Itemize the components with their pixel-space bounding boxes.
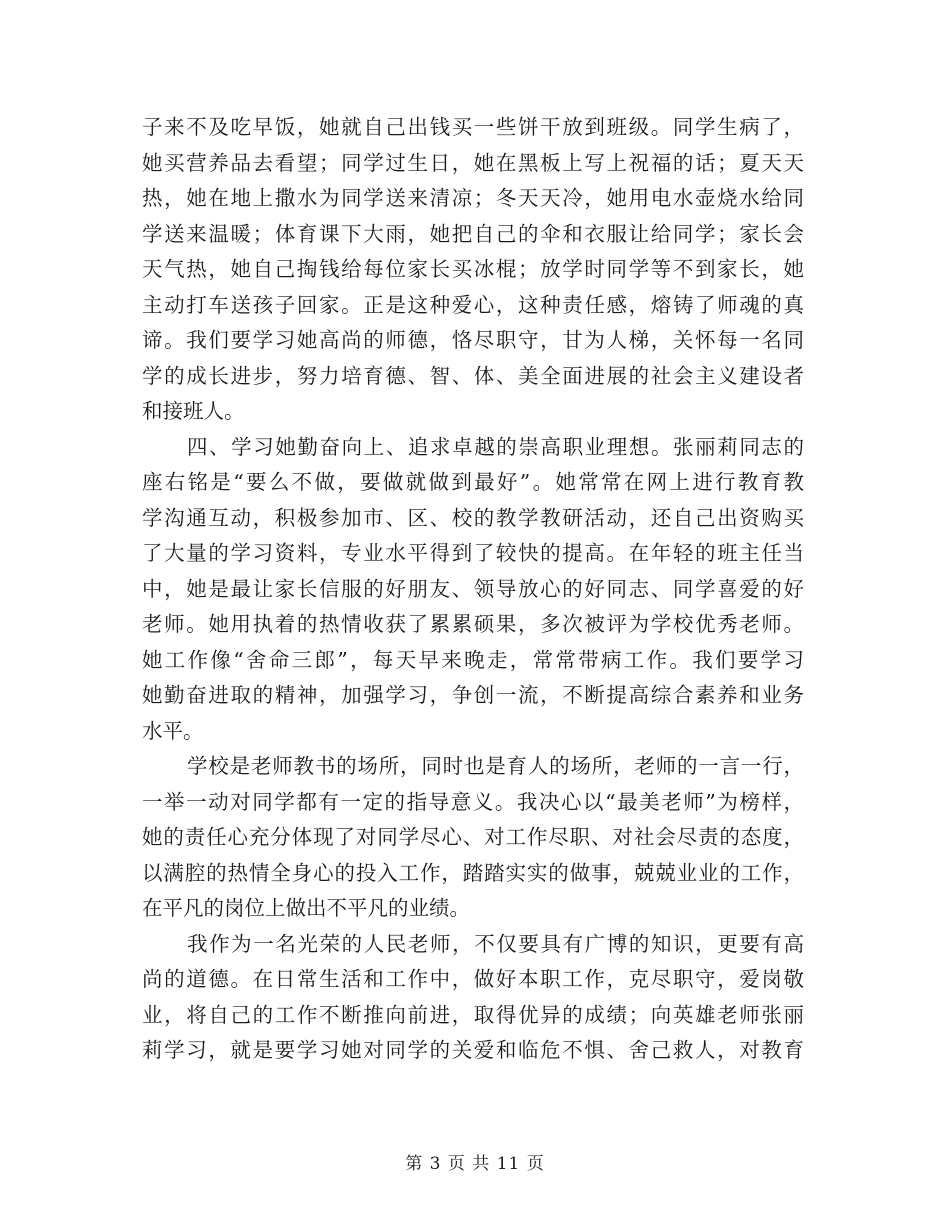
text-line: 她买营养品去看望；同学过生日，她在黑板上写上祝福的话；夏天天	[142, 150, 804, 175]
text-line: 四、学习她勤奋向上、追求卓越的崇高职业理想。张丽莉同志的	[187, 434, 804, 459]
text-line: 她工作像“舍命三郎”，每天早来晚走，常常带病工作。我们要学习	[142, 647, 804, 672]
text-line: 老师。她用执着的热情收获了累累硕果，多次被评为学校优秀老师。	[142, 612, 804, 636]
text-line: 学的成长进步，努力培育德、智、体、美全面进展的社会主义建设者	[142, 363, 804, 388]
text-line: 中，她是最让家长信服的好朋友、领导放心的好同志、同学喜爱的好	[142, 576, 804, 601]
text-line: 以满腔的热情全身心的投入工作，踏踏实实的做事，兢兢业业的工作，	[142, 860, 804, 885]
text-line: 我作为一名光荣的人民老师，不仅要具有广博的知识，更要有高	[187, 931, 804, 956]
text-line: 主动打车送孩子回家。正是这种爱心，这种责任感，熔铸了师魂的真	[142, 292, 804, 317]
text-line: 业，将自己的工作不断推向前进，取得优异的成绩；向英雄老师张丽	[142, 1002, 804, 1027]
paragraph-3	[142, 749, 804, 927]
text-line: 她勤奋进取的精神，加强学习，争创一流，不断提高综合素养和业务	[142, 683, 804, 707]
paragraph-4	[142, 927, 804, 1069]
text-line: 谛。我们要学习她高尚的师德，恪尽职守，甘为人梯，关怀每一名同	[142, 328, 804, 352]
text-line: 热，她在地上撒水为同学送来清凉；冬天天冷，她用电水壶烧水给同	[142, 186, 804, 210]
text-line: 在平凡的岗位上做出不平凡的业绩。	[142, 896, 470, 920]
paragraph-2	[142, 430, 804, 750]
text-line: 和接班人。	[142, 399, 245, 423]
text-line: 莉学习，就是要学习她对同学的关爱和临危不惧、舍己救人，对教育	[142, 1038, 804, 1062]
text-line: 一举一动对同学都有一定的指导意义。我决心以“最美老师”为榜样，	[142, 789, 804, 814]
text-line: 学沟通互动，积极参加市、区、校的教学教研活动，还自己出资购买	[142, 505, 804, 530]
text-line: 座右铭是“要么不做，要做就做到最好”。她常常在网上进行教育教	[142, 470, 804, 494]
text-line: 学校是老师教书的场所，同时也是育人的场所，老师的一言一行，	[187, 754, 804, 778]
document-body	[142, 110, 804, 1069]
text-line: 子来不及吃早饭，她就自己出钱买一些饼干放到班级。同学生病了，	[142, 115, 804, 139]
paragraph-1	[142, 110, 804, 430]
text-line: 尚的道德。在日常生活和工作中，做好本职工作，克尽职守，爱岗敬	[142, 967, 804, 991]
page-number-footer: 第 3 页 共 11 页	[405, 1154, 545, 1174]
text-line: 水平。	[142, 718, 204, 743]
text-line: 天气热，她自己掏钱给每位家长买冰棍；放学时同学等不到家长，她	[142, 257, 804, 281]
text-line: 学送来温暖；体育课下大雨，她把自己的伞和衣服让给同学；家长会	[142, 221, 804, 246]
text-line: 了大量的学习资料，专业水平得到了较快的提高。在年轻的班主任当	[142, 541, 804, 565]
text-line: 她的责任心充分体现了对同学尽心、对工作尽职、对社会尽责的态度，	[142, 825, 804, 849]
